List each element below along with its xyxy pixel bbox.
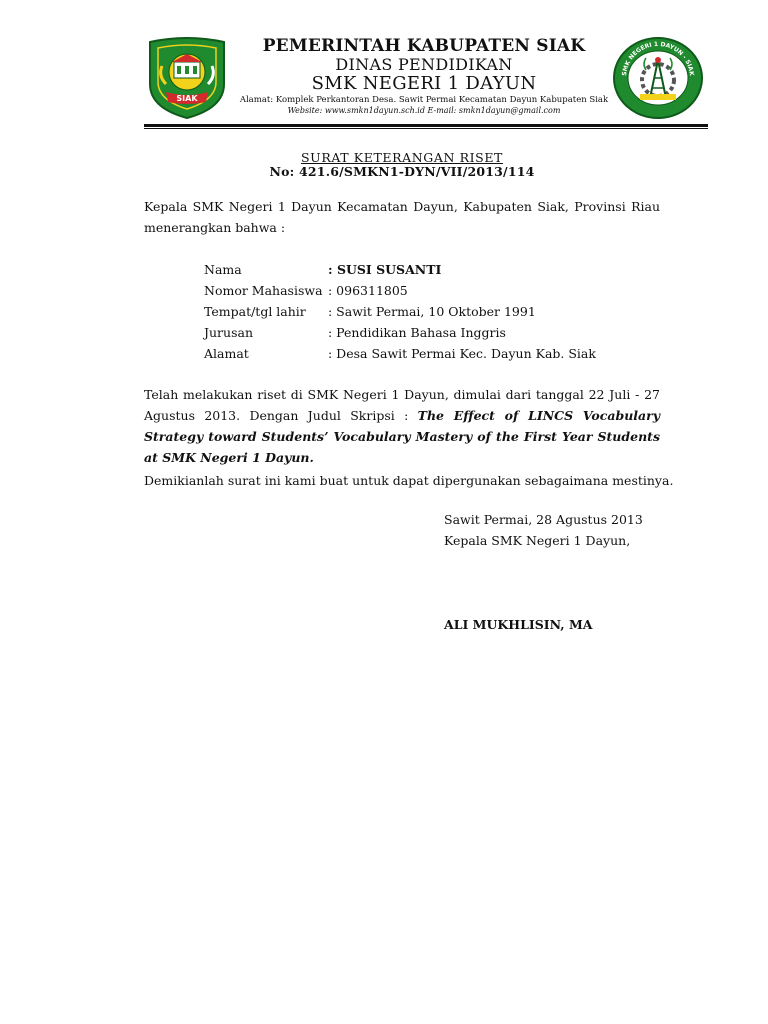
letter-title: SURAT KETERANGAN RISET	[301, 150, 503, 165]
info-row-student-number	[204, 280, 596, 301]
info-value: : Pendidikan Bahasa Inggris	[328, 325, 506, 340]
info-value: : Desa Sawit Permai Kec. Dayun Kab. Siak	[328, 346, 596, 361]
student-info	[204, 259, 596, 364]
thesis-title: The Effect of LINCS Vocabulary Strategy toward Students’ Vocabulary Mastery of the First Year Students at SMK Negeri 1 Dayun.	[144, 408, 660, 465]
signature-name: ALI MUKHLISIN, MA	[444, 617, 593, 632]
info-row-major	[204, 322, 596, 343]
info-label: Jurusan	[204, 325, 254, 340]
info-row-name	[204, 259, 596, 280]
info-row-birth	[204, 301, 596, 322]
school-emblem-text: SMK NEGERI 1 DAYUN - SIAK	[621, 40, 695, 77]
info-label: Nomor Mahasiswa	[204, 283, 323, 298]
header-website: Website: www.smkn1dayun.sch.id E-mail: smkn1dayun@gmail.com	[287, 106, 561, 115]
info-row-address	[204, 343, 596, 364]
info-value: : Sawit Permai, 10 Oktober 1991	[328, 304, 536, 319]
siak-logo-text: SIAK	[176, 94, 198, 103]
info-label: Nama	[204, 262, 242, 277]
header-divider-thick	[144, 124, 708, 127]
header-address: Alamat: Komplek Perkantoran Desa. Sawit Permai Kecamatan Dayun Kabupaten Siak	[239, 95, 609, 105]
info-value: : 096311805	[328, 283, 408, 298]
header-divider-thin	[144, 128, 708, 129]
signature-place-date: Sawit Permai, 28 Agustus 2013	[444, 512, 643, 527]
letter-number: No: 421.6/SMKN1-DYN/VII/2013/114	[269, 164, 535, 179]
header-school: SMK NEGERI 1 DAYUN	[311, 73, 537, 94]
header-office: DINAS PENDIDIKAN	[335, 55, 513, 74]
closing-paragraph: Demikianlah surat ini kami buat untuk dapat dipergunakan sebagaimana mestinya.	[144, 473, 674, 488]
header-government: PEMERINTAH KABUPATEN SIAK	[262, 36, 586, 56]
info-value: : SUSI SUSANTI	[328, 262, 442, 277]
info-label: Tempat/tgl lahir	[204, 304, 306, 319]
research-paragraph	[144, 384, 660, 468]
research-text: Telah melakukan riset di SMK Negeri 1 Dayun, dimulai dari tanggal 22 Juli - 27 Agustus 2013. Dengan Judul Skripsi :	[144, 387, 660, 423]
school-emblem-logo	[612, 36, 704, 120]
intro-paragraph: Kepala SMK Negeri 1 Dayun Kecamatan Dayun, Kabupaten Siak, Provinsi Riau menerangkan bahwa :	[144, 199, 660, 235]
signature-position: Kepala SMK Negeri 1 Dayun,	[444, 533, 631, 548]
siak-regency-logo	[144, 36, 230, 120]
info-label: Alamat	[204, 346, 249, 361]
